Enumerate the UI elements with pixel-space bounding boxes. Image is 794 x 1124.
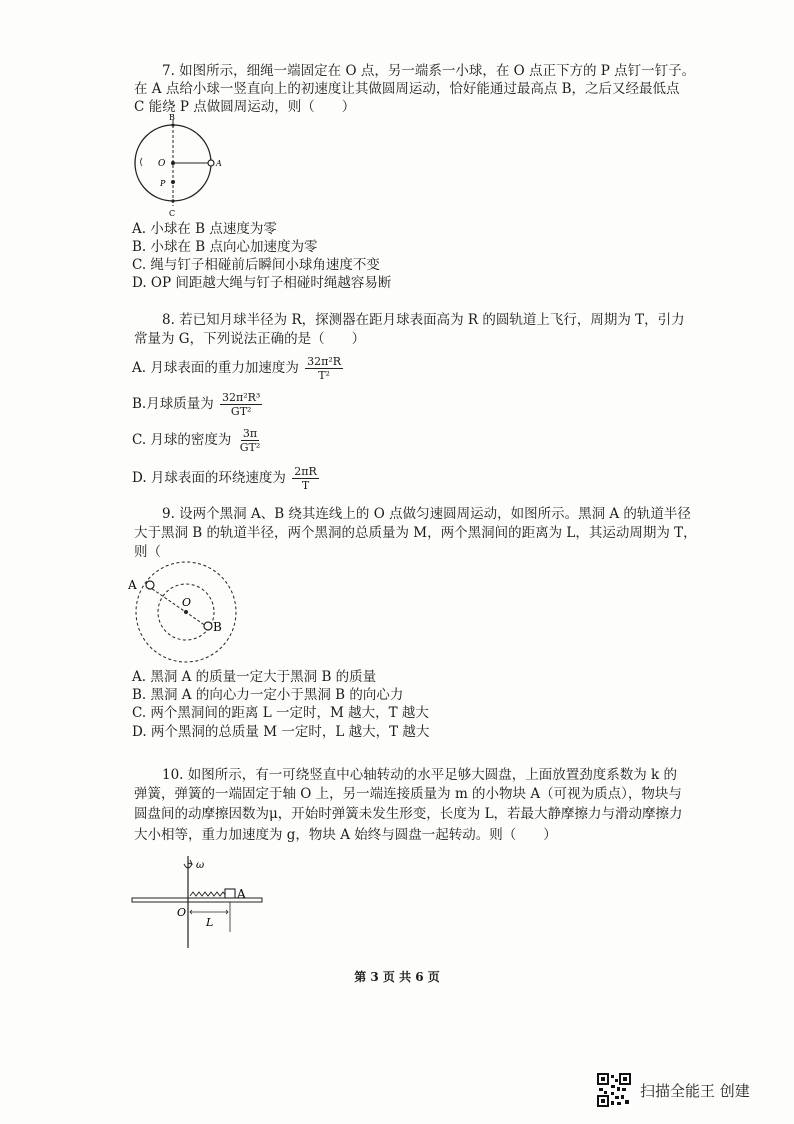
q8-line2: 常量为 G，下列说法正确的是（ ） [134, 331, 366, 347]
q7-option-b: B. 小球在 B 点向心加速度为零 [132, 239, 318, 255]
q9-line3: 则（ [134, 544, 161, 560]
q10-label-l: L [206, 916, 214, 929]
q7-label-c: C [169, 209, 176, 218]
q10-figure [128, 852, 268, 952]
q9-option-d: D. 两个黑洞的总质量 M 一定时，L 越大，T 越大 [132, 724, 430, 740]
q7-label-o: O [158, 159, 166, 169]
q7-option-c: C. 绳与钉子相碰前后瞬间小球角速度不变 [132, 257, 380, 273]
q7-line1: 7. 如图所示，细绳一端固定在 O 点，另一端系一小球，在 O 点正下方的 P 点钉一钉子。 [162, 63, 696, 79]
q7-option-d: D. OP 间距越大绳与钉子相碰时绳越容易断 [132, 275, 392, 291]
q8-option-b-fraction: $\frac{\text{32π²R³}}{\text{GT²}}$ [222, 391, 261, 418]
q8-option-c: C. 月球的密度为 $\frac{3\pi}{\text{GT²}}$ [132, 427, 261, 454]
q9-option-a: A. 黑洞 A 的质量一定大于黑洞 B 的质量 [132, 669, 377, 685]
q7-line3: C 能绕 P 点做圆周运动，则（ ） [134, 99, 356, 115]
q10-label-o: O [177, 906, 187, 919]
q10-label-a: A [237, 887, 246, 901]
q7-label-a: A [216, 159, 222, 168]
scanner-brand-text: 扫描全能王 创建 [640, 1082, 750, 1100]
q10-label-omega: ω [196, 860, 205, 871]
q10-line2: 弹簧，弹簧的一端固定于轴 O 上，另一端连接质量为 m 的小物块 A（可视为质点），物块与 [134, 786, 682, 802]
q9-label-b: B [213, 620, 222, 634]
q9-label-o: O [182, 596, 192, 609]
q7-option-a: A. 小球在 B 点速度为零 [132, 221, 277, 237]
q8-option-a: A. 月球表面的重力加速度为 $\frac{\text{32π²R}}{\text{T²}}$ [132, 355, 342, 382]
q8-option-c-fraction: $\frac{3\pi}{\text{GT²}}$ [239, 427, 261, 454]
q7-figure [120, 112, 240, 222]
q9-figure [124, 560, 244, 670]
q9-line1: 9. 设两个黑洞 A、B 绕其连线上的 O 点做匀速圆周运动，如图所示。黑洞 A 的轨道半径 [162, 506, 691, 522]
q7-label-p: P [160, 179, 166, 188]
q9-line2: 大于黑洞 B 的轨道半径，两个黑洞的总质量为 M，两个黑洞间的距离为 L，其运动周期为 T， [134, 525, 697, 541]
q9-option-c: C. 两个黑洞间的距离 L 一定时，M 越大，T 越大 [132, 705, 429, 721]
q10-line1: 10. 如图所示，有一可绕竖直中心轴转动的水平足够大圆盘，上面放置劲度系数为 k 的 [162, 767, 678, 783]
q9-option-b: B. 黑洞 A 的向心力一定小于黑洞 B 的向心力 [132, 687, 404, 703]
page-footer: 第 3 页 共 6 页 [354, 970, 440, 984]
q8-option-d: D. 月球表面的环绕速度为 $\frac{2\pi R}{T}$ [132, 465, 317, 492]
q7-label-b: B [169, 113, 175, 122]
q8-option-b: B.月球质量为 $\frac{\text{32π²R³}}{\text{GT²}}$ [132, 391, 261, 418]
q8-option-a-fraction: $\frac{\text{32π²R}}{\text{T²}}$ [307, 355, 342, 382]
q8-option-d-fraction: $\frac{2\pi R}{T}$ [294, 465, 317, 492]
q7-line2: 在 A 点给小球一竖直向上的初速度让其做圆周运动，恰好能通过最高点 B，之后又经最低点 [134, 81, 680, 97]
q9-label-a: A [128, 578, 137, 592]
q8-line1: 8. 若已知月球半径为 R，探测器在距月球表面高为 R 的圆轨道上飞行，周期为 T，引力 [162, 312, 685, 328]
qr-code-icon [597, 1073, 631, 1107]
q10-line4: 大小相等，重力加速度为 g，物块 A 始终与圆盘一起转动。则（ ） [134, 827, 557, 843]
q10-line3: 圆盘间的动摩擦因数为μ，开始时弹簧未发生形变，长度为 L，若最大静摩擦力与滑动摩擦力 [134, 806, 683, 822]
